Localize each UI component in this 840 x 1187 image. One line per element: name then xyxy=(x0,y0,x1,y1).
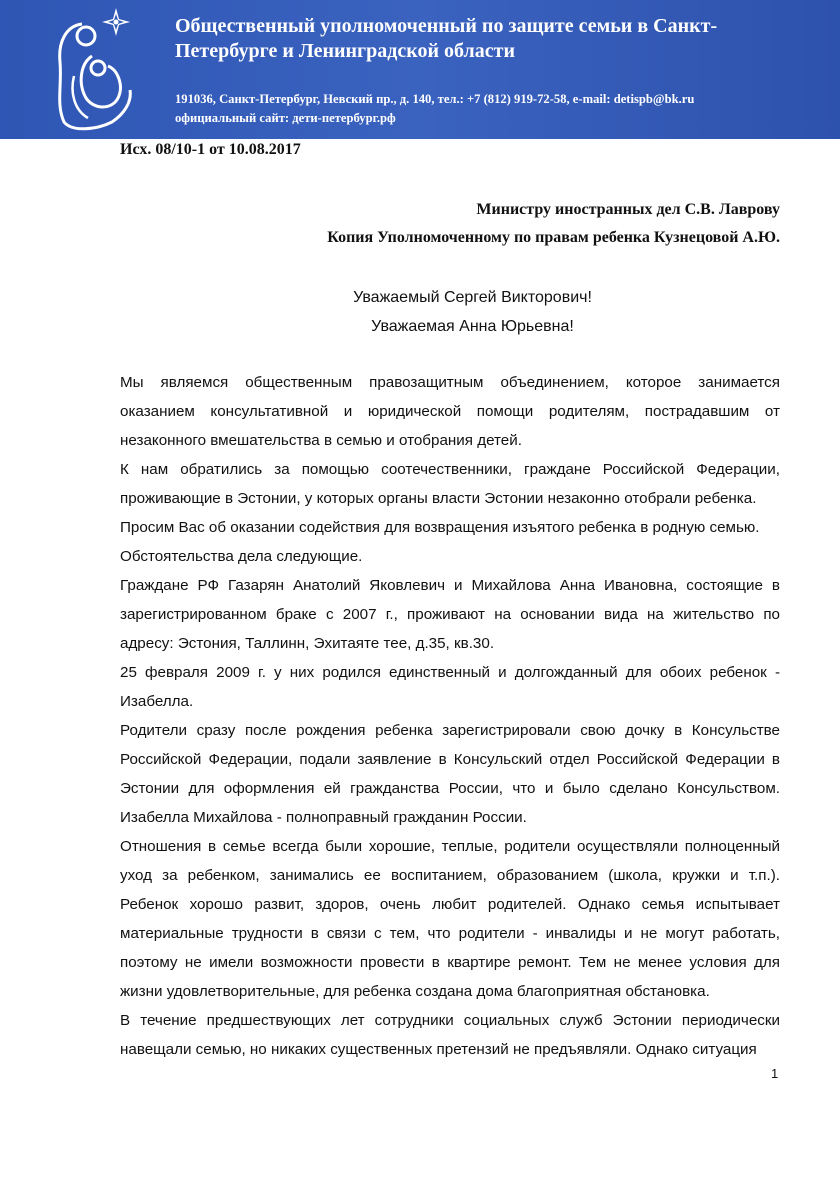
paragraph: Просим Вас об оказании содействия для возвращения изъятого ребенка в родную семью. xyxy=(120,519,760,536)
paragraph: Родители сразу после рождения ребенка зарегистрировали свою дочку в Консульстве Российской Федерации, подали заявление в Консульский отдел Российской Федерации в Эстонии для оформления ей гражданства России, что и было сделано Консульством. Изабелла Михайлова - полноправный гражданин России. xyxy=(120,722,780,826)
family-star-logo-icon xyxy=(52,6,138,132)
addressee-line: Копия Уполномоченному по правам ребенка Кузнецовой А.Ю. xyxy=(327,229,780,246)
website-line: официальный сайт: дети-петербург.рф xyxy=(175,111,396,125)
paragraph: Мы являемся общественным правозащитным объединением, которое занимается оказанием консультативной и юридической помощи родителям, пострадавшим от незаконного вмешательства в семью и отобрания детей. xyxy=(120,374,780,449)
paragraph: 25 февраля 2009 г. у них родился единственный и долгожданный для обоих ребенок - Изабелла. xyxy=(120,664,780,710)
paragraph: В течение предшествующих лет сотрудники социальных служб Эстонии периодически навещали семью, но никаких существенных претензий не предъявляли. Однако ситуация xyxy=(120,1012,780,1058)
salutation-block xyxy=(120,283,780,341)
paragraph: Обстоятельства дела следующие. xyxy=(120,548,363,565)
salutation-line: Уважаемый Сергей Викторович! xyxy=(353,289,592,306)
addressee-block xyxy=(327,196,780,252)
letter-body xyxy=(120,368,780,1064)
addressee-line: Министру иностранных дел С.В. Лаврову xyxy=(476,201,780,218)
organization-title: Общественный уполномоченный по защите семьи в Санкт-Петербурге и Ленинградской области xyxy=(175,15,718,62)
paragraph: Граждане РФ Газарян Анатолий Яковлевич и Михайлова Анна Ивановна, состоящие в зарегистрированном браке с 2007 г., проживают на основании вида на жительство по адресу: Эстония, Таллинн, Эхитаяте тее, д.35, кв.30. xyxy=(120,577,780,652)
paragraph: К нам обратились за помощью соотечественники, граждане Российской Федерации, проживающие в Эстонии, у которых органы власти Эстонии незаконно отобрали ребенка. xyxy=(120,461,780,507)
salutation-line: Уважаемая Анна Юрьевна! xyxy=(371,318,574,335)
address-line: 191036, Санкт-Петербург, Невский пр., д. 140, тел.: +7 (812) 919-72-58, e-mail: detispb@bk.ru xyxy=(175,92,695,106)
paragraph: Отношения в семье всегда были хорошие, теплые, родители осуществляли полноценный уход за ребенком, занимались ее воспитанием, образованием (школа, кружки и т.п.). Ребенок хорошо развит, здоров, очень любит родителей. Однако семья испытывает материальные трудности в связи с тем, что родители - инвалиды и не могут работать, поэтому не имели возможности провести в квартире ремонт. Тем не менее условия для жизни удовлетворительные, для ребенка создана дома благоприятная обстановка. xyxy=(120,838,780,1000)
page-number: 1 xyxy=(771,1066,779,1081)
contact-info xyxy=(175,90,825,128)
letterhead-band xyxy=(0,0,840,139)
outgoing-number: Исх. 08/10-1 от 10.08.2017 xyxy=(120,141,301,158)
